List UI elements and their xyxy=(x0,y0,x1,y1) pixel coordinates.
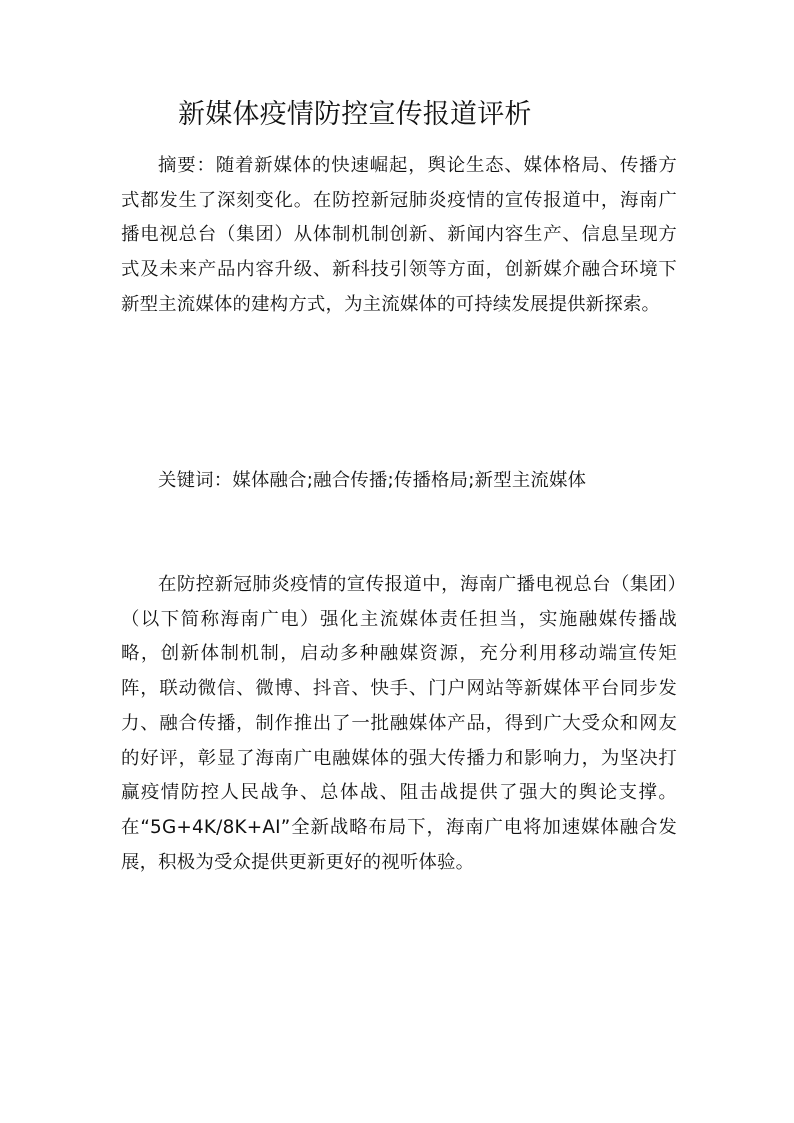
abstract-paragraph: 摘要：随着新媒体的快速崛起，舆论生态、媒体格局、传播方式都发生了深刻变化。在防控新冠肺炎疫情的宣传报道中，海南广播电视总台（集团）从体制机制创新、新闻内容生产、信息呈现方式及未来产品内容升级、新科技引领等方面，创新媒介融合环境下新型主流媒体的建构方式，为主流媒体的可持续发展提供新探索。 xyxy=(121,155,677,315)
body-paragraph: 在防控新冠肺炎疫情的宣传报道中，海南广播电视总台（集团）（以下简称海南广电）强化主流媒体责任担当，实施融媒传播战略，创新体制机制，启动多种融媒资源，充分利用移动端宣传矩阵，联动微信、微博、抖音、快手、门户网站等新媒体平台同步发力、融合传播，制作推出了一批融媒体产品，得到广大受众和网友的好评，彰显了海南广电融媒体的强大传播力和影响力，为坚决打赢疫情防控人民战争、总体战、阻击战提供了强大的舆论支撑。在“5G+4K/8K+AI”全新战略布局下，海南广电将加速媒体融合发展，积极为受众提供更新更好的视听体验。 xyxy=(121,574,677,873)
keywords-paragraph: 关键词：媒体融合;融合传播;传播格局;新型主流媒体 xyxy=(158,470,587,491)
document-title: 新媒体疫情防控宣传报道评析 xyxy=(178,99,532,130)
